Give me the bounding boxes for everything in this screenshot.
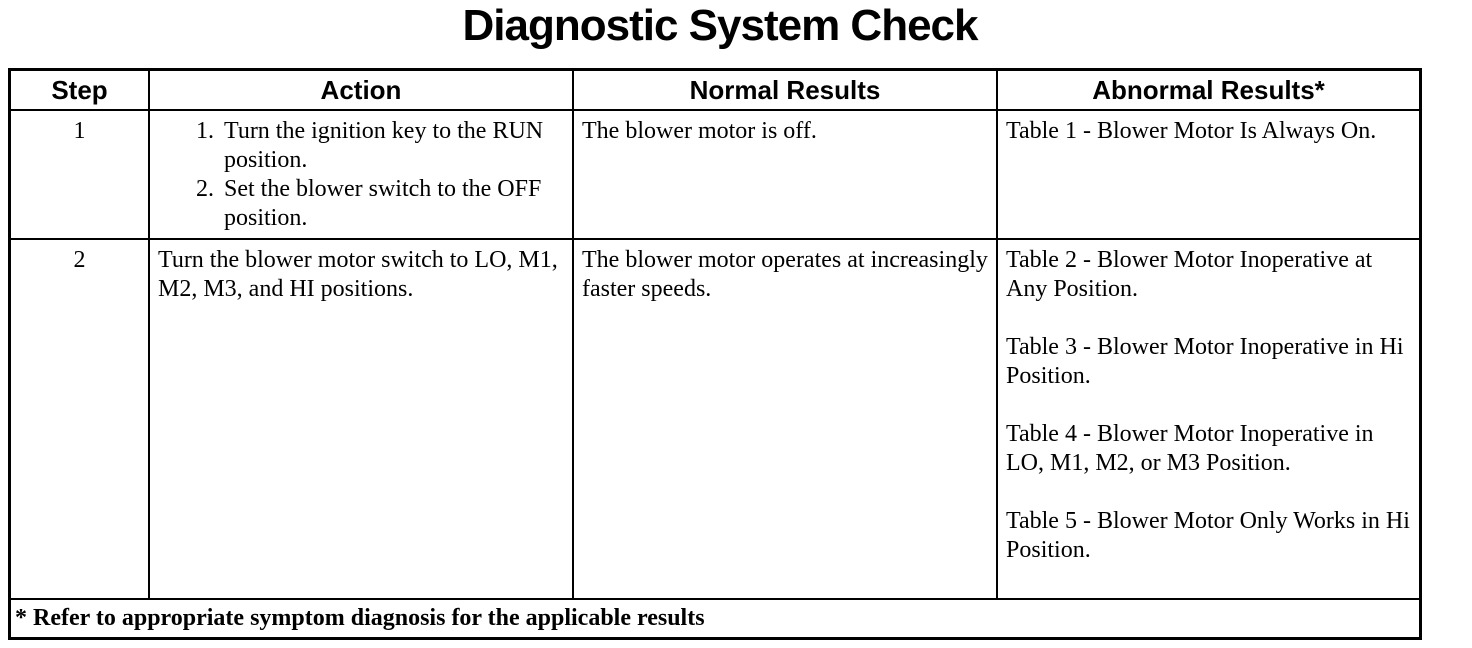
step-number: 2 xyxy=(11,239,149,599)
action-text: Turn the blower motor switch to LO, M1, M2, M3, and HI positions. xyxy=(149,239,573,599)
abnormal-result: Table 1 - Blower Motor Is Always On. xyxy=(1006,118,1377,144)
normal-result: The blower motor is off. xyxy=(573,110,997,239)
abnormal-results-cell xyxy=(997,110,1419,239)
table-row xyxy=(11,239,1419,599)
abnormal-result: Table 3 - Blower Motor Inoperative in Hi Position. xyxy=(1006,334,1404,389)
header-step: Step xyxy=(11,71,149,110)
diagnostic-table xyxy=(8,68,1422,640)
header-action: Action xyxy=(149,71,573,110)
normal-result: The blower motor operates at increasingly faster speeds. xyxy=(573,239,997,599)
table-row xyxy=(11,110,1419,239)
abnormal-result: Table 5 - Blower Motor Only Works in Hi Position. xyxy=(1006,508,1410,563)
header-normal-results: Normal Results xyxy=(573,71,997,110)
action-cell xyxy=(149,110,573,239)
footnote: * Refer to appropriate symptom diagnosis for the applicable results xyxy=(11,599,1419,636)
action-list xyxy=(158,117,564,233)
header-row xyxy=(11,71,1419,110)
abnormal-result: Table 4 - Blower Motor Inoperative in LO, M1, M2, or M3 Position. xyxy=(1006,421,1374,476)
action-list-item: 2. Set the blower switch to the OFF position. xyxy=(220,175,564,233)
action-list-item: 1. Turn the ignition key to the RUN position. xyxy=(220,117,564,175)
footnote-row xyxy=(11,599,1419,636)
header-abnormal-results: Abnormal Results* xyxy=(997,71,1419,110)
abnormal-result: Table 2 - Blower Motor Inoperative at Any Position. xyxy=(1006,247,1373,302)
step-number: 1 xyxy=(11,110,149,239)
page-title: Diagnostic System Check xyxy=(462,1,978,50)
abnormal-results-cell xyxy=(997,239,1419,599)
